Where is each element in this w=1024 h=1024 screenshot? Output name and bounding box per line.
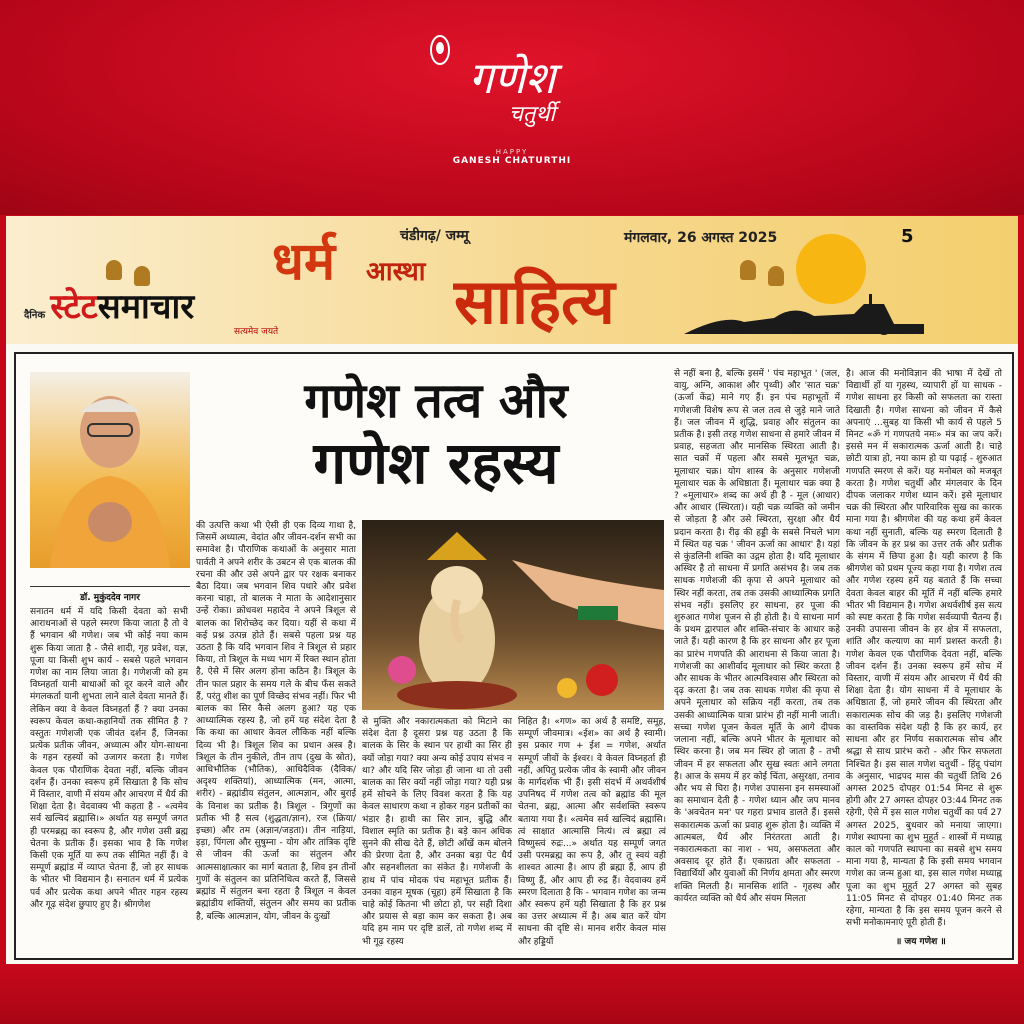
article-column-text: से नहीं बना है, बल्कि इसमें ' पंच महाभूत ' (जल, वायु, अग्नि, आकाश और पृथ्वी) और 'सात चक्र' (ऊर्जा केंद्र) माने गए हैं। इन पंच महाभूतों में गणेशजी विशेष रूप से जल तत्व से जुड़े माने जाते हैं। जल जीवन में शुद्धि, प्रवाह और संतुलन का प्रतीक है। इसी तरह गणेश साधना से हमारे जीवन में प्रवाह, सहजता और मानसिक स्थिरता आती है। सात चक्रों में पहला और सबसे मूलभूत चक्र, मूलाधार चक्र। योग शास्त्र के अनुसार गणेशजी मूलाधार चक्र के अधिष्ठाता हैं। मूलाधार चक्र क्या है ? «मूलाधार» शब्द का अर्थ ही है - मूल (आधार) और आधार (स्थिरता)। यही चक्र व्यक्ति को जमीन से जोड़ता है और उसे स्थिरता, सुरक्षा और धैर्य प्रदान करता है। रीढ़ की हड्डी के सबसे निचले भाग में स्थित यह चक्र ' जीवन ऊर्जा का आधार' है। यहां से कुंडलिनी शक्ति का उद्गम होता है। यदि मूलाधार अस्थिर है तो साधना में प्रगति असंभव है। जब तक साधक गणेशजी की कृपा से अपने मूलाधार को स्थिर नहीं करता, तब तक उसकी आध्यात्मिक प्रगति संभव नहीं। इसलिए हर साधना, हर पूजा की शुरुआत गणेश पूजन से ही होती है। ये साधना मार्ग के प्रथम द्वारपाल और शक्ति-संचार के आधार कहे जाते हैं। यही कारण है कि हर साधना और हर पूजा का प्रारंभ गणपति की आराधना से किया जाता है। गणेशजी का आशीर्वाद मूलाधार को स्थिर करता है और साधक के भीतर आत्मविश्वास और स्थिरता को दृढ़ करता है। जब तक साधक गणेश की कृपा से अपने मूलाधार को सक्रिय नहीं करता, तब तक उसकी आध्यात्मिक यात्रा प्रारंभ ही नहीं मानी जाती। सच्चा गणेश पूजन केवल मूर्ति के आगे दीपक जलाना नहीं, बल्कि अपने भीतर के मूलाधार को स्थिर करना है। जब मन स्थिर हो जाता है - तभी जीवन में हर सफलता और सुख स्वतः आने लगता है। आज के समय में हर कोई चिंता, असुरक्षा, तनाव और भय से घिरा है। गणेश उपासना इन समस्याओं का समाधान देती है - गणेश ध्यान और जप मानव के 'अवचेतन मन' पर गहरा प्रभाव डालते हैं। इससे सकारात्मक ऊर्जा का प्रवाह शुरू होता है। व्यक्ति में आत्मबल, धैर्य और निरंतरता आती है। नकारात्मकता का नाश - भय, असफलता और अवसाद दूर होते हैं। एकाग्रता और सफलता - विद्यार्थियों और युवाओं की निर्णय क्षमता और स्मरण शक्ति मिलती है। मानसिक शांति - गृहस्थ और कार्यरत व्यक्ति को धैर्य और संयम मिलता (674, 369, 840, 904)
section-sahitya: साहित्य (454, 265, 615, 338)
chariot-illustration (684, 294, 934, 336)
logo-title-sub: चतुर्थी (508, 102, 556, 127)
article-column-text: से मुक्ति और नकारात्मकता को मिटाने का संदेश देता है दूसरा प्रश्न यह उठता है कि बालक के सिर के स्थान पर हाथी का सिर ही क्यों जोड़ा गया? क्या अन्य कोई उपाय संभव न था? और यदि सिर जोड़ा ही जाना था तो उसी बालक का सिर क्यों नहीं जोड़ा गया? यही प्रश्न हमें सोचने के लिए विवश करता है कि यह केवल साधारण कथा न होकर गहन प्रतीकों का भंडार है। हाथी का सिर ज्ञान, बुद्धि और विशाल स्मृति का प्रतीक है। बड़े कान अधिक सुनने की सीख देते हैं, छोटी आँखें कम बोलने की प्रेरणा देता है, और उनका बड़ा पेट धैर्य और सहनशीलता का संकेत है। गणेशजी के हाथ में पांच मोदक पंच महाभूत प्रतीक हैं। उनका वाहन मूषक (चूहा) हमें सिखाता है कि चाहे कोई कितना भी छोटा हो, पर सही दिशा और प्रयास से बड़ा काम कर सकता है। अब यदि हम नाम पर दृष्टि डालें, तो गणेश शब्द में भी गूढ़ रहस्य (362, 717, 512, 947)
logo-english-text: GANESH CHATURTHI (452, 156, 572, 166)
logo-title-main: गणेश (468, 53, 556, 104)
edition-date: मंगलवार, 26 अगस्त 2025 (624, 230, 778, 246)
author-portrait-illustration (30, 372, 190, 568)
footer-band (0, 964, 1024, 1024)
newspaper-page (6, 216, 1018, 964)
feature-article (14, 352, 1014, 960)
ganesh-chaturthi-logo (412, 30, 612, 185)
article-column (518, 716, 666, 948)
author-byline: डॉ. मुकुंददेव नागर (30, 586, 190, 603)
brand-name-red: स्टेट (50, 287, 98, 327)
article-column (846, 368, 1002, 930)
section-banner (6, 216, 1018, 344)
ganesh-idol-photo (362, 520, 664, 710)
edition-city: चंडीगढ़/ जम्मू (400, 228, 469, 244)
peacock-feather-icon (420, 30, 460, 70)
article-column-text: सनातन धर्म में यदि किसी देवता को सभी आराधनाओं से पहले स्मरण किया जाता है तो वे हैं भगवान श्री गणेश। जब भी कोई नया काम शुरू किया जाता है - जैसे शादी, गृह प्रवेश, यज्ञ, पूजा या किसी शुभ कार्य - सबसे पहले भगवान गणेश का नाम लिया जाता है। गणेशजी को हम विघ्नहर्ता यानी बाधाओं को दूर करने वाले और मंगलकर्ता यानी शुभता लाने वाले देवता मानते हैं। लेकिन क्या वे केवल विघ्नहर्ता हैं ? क्या उनका स्वरूप केवल कथा-कहानियों तक सीमित है ? वस्तुतः गणेशजी एक जीवंत दर्शन हैं, जिनका प्रत्येक प्रतीक जीवन, अध्यात्म और योग-साधना के गहन रहस्यों को उजागर करता है। गणेश केवल एक पौराणिक देवता नहीं, बल्कि जीवन दर्शन हैं। उनका स्वरूप हमें सिखाता है कि सोच में विस्तार, वाणी में संयम और आचरण में धैर्य की शिक्षा देता है। वेदवाक्य भी कहता है - «त्वमेव सर्व खल्विदं ब्रह्मासि।» अर्थात यह सम्पूर्ण जगत ही परमब्रह्म का स्वरूप है, और गणेश उसी ब्रह्म चेतना के प्रतीक हैं। इसका भाव है कि गणेश किसी एक मूर्ति या रूप तक सीमित नहीं हैं। वे सम्पूर्ण ब्रह्मांड में व्याप्त चेतना हैं, जो हर साधक के भीतर भी विद्यमान है। सनातन धर्म में प्रत्येक पर्व और प्रत्येक कथा अपने भीतर गहन रहस्य और गूढ़ संदेश छुपाए हुए है। श्रीगणेश (30, 607, 188, 910)
bell-icon (768, 266, 784, 286)
headline-line1: गणेश तत्व और (304, 373, 568, 429)
article-column (30, 606, 188, 948)
logo-happy-text: HAPPY (495, 148, 529, 156)
section-dharm: धर्म (272, 232, 336, 292)
article-column (196, 520, 356, 948)
bell-icon (106, 260, 122, 280)
article-column-text: निहित है। «गण» का अर्थ है समष्टि, समूह, सम्पूर्ण जीवमात्र। «ईश» का अर्थ है स्वामी। इस प्रकार गण + ईश = गणेश, अर्थात सम्पूर्ण जीवों के ईश्वर। वे केवल विघ्नहर्ता ही नहीं, अपितु प्रत्येक जीव के स्वामी और जीवन के मार्गदर्शक भी हैं। इसी संदर्भ में अथर्वशीर्ष उपनिषद में गणेश तत्व को ब्रह्मांड की मूल चेतना, ब्रह्म, आत्मा और सर्वशक्ति स्वरूप बताया गया है। «त्वमेव सर्व खल्विदं ब्रह्मासि। त्वं साक्षात आत्मासि नित्यं। त्वं ब्रह्मा त्वं विष्णुस्त्वं रुद्रः...» अर्थात यह सम्पूर्ण जगत उसी परमब्रह्म का रूप है, और तू स्वयं वही शाश्वत आत्मा है। आप ही ब्रह्मा हैं, आप ही विष्णु हैं, और आप ही रुद्र हैं। वेदवाक्य हमें स्मरण दिलाता है कि - भगवान गणेश का जन्म और स्वरूप हमें यही सिखाता है कि हर प्रश्न का उत्तर अध्यात्म में है। अब बात करें योग साधना की दृष्टि से। मानव शरीर केवल मांस और हड्डियों (518, 717, 666, 947)
section-astha: आस्था (366, 257, 426, 287)
brand-name-black: समाचार (97, 287, 195, 327)
bell-icon (740, 260, 756, 280)
headline-line2: गणेश रहस्य (313, 429, 559, 497)
article-column-text: है। आज की मनोविज्ञान की भाषा में देखें तो विद्यार्थी हों या गृहस्थ, व्यापारी हों या साधक - गणेश साधना हर किसी को सफलता का रास्ता दिखाती है। गणेश साधना को जीवन में कैसे अपनाएं ...सुबह या किसी भी कार्य से पहले 5 मिनट «ॐ गं गणपतये नमः» मंत्र का जप करें। इससे मन में सकारात्मक ऊर्जा आती है। चाहे छोटी यात्रा हो, नया काम हो या पढ़ाई - शुरुआत गणपति स्मरण से करें। यह मनोबल को मजबूत करता है। गणेश चतुर्थी और मंगलवार के दिन दीपक जलाकर गणेश ध्यान करें। इसे मूलाधार चक्र की स्थिरता और पारिवारिक सुख का कारक माना गया है। श्रीगणेश की यह कथा हमें केवल कथा नहीं सुनाती, बल्कि यह स्मरण दिलाती है कि जीवन के हर प्रश्न का उत्तर तर्क और प्रतीक के संगम में छिपा हुआ है। यही कारण है कि श्रीगणेश को प्रथम पूज्य कहा गया है। गणेश तत्व और गणेश रहस्य हमें यह बताते हैं कि सच्चा देवता केवल बाहर की मूर्ति में नहीं बल्कि हमारे भीतर भी विद्यमान है। गणेश अथर्वशीर्ष इस सत्य को स्पष्ट करता है कि गणेश सर्वव्यापी चैतन्य हैं। उनकी उपासना जीवन के हर क्षेत्र में सफलता, शांति और कल्याण का मार्ग प्रशस्त करती है। गणेश केवल एक पौराणिक देवता नहीं, बल्कि जीवन दर्शन हैं। उनका स्वरूप हमें सोच में विस्तार, वाणी में संयम और आचरण में धैर्य की शिक्षा देता है। योग साधना में वे मूलाधार के अधिष्ठाता हैं, जो हमारे जीवन की स्थिरता और सकारात्मक सोच की जड़ है। इसलिए गणेशजी का वास्तविक संदेश यही है कि हर कार्य, हर साधना और हर निर्णय सकारात्मक सोच और श्रद्धा से साथ प्रारंभ करो - और फिर सफलता निश्चित है। इस साल गणेश चतुर्थी - हिंदू पंचांग के अनुसार, भाद्रपद मास की चतुर्थी तिथि 26 अगस्त 2025 दोपहर 01:54 मिनट से शुरू होगी और 27 अगस्त दोपहर 03:44 मिनट तक रहेगी, ऐसे में इस साल गणेश चतुर्थी का पर्व 27 अगस्त 2025, बुधवार को मनाया जाएगा। गणेश स्थापना का शुभ मुहूर्त - शास्त्रों में मध्याह्न काल को गणपति स्थापना का सबसे शुभ समय माना गया है, मान्यता है कि इसी समय भगवान गणेश का जन्म हुआ था, इस साल गणेश मध्याह्न पूजा का शुभ मुहूर्त 27 अगस्त को सुबह 11:05 मिनट से दोपहर 01:40 मिनट तक रहेगा, मान्यता है कि इस समय पूजन करने से सभी मनोकामनाएं पूरी होती हैं। (846, 369, 1002, 929)
festival-header (0, 0, 1024, 215)
brand-prefix: दैनिक (24, 310, 46, 321)
ganesh-idol-illustration (362, 520, 664, 710)
newspaper-brand (24, 282, 278, 337)
page-number: 5 (901, 226, 914, 247)
article-headline (226, 372, 646, 496)
article-signoff: ॥ जय गणेश ॥ (896, 937, 946, 947)
brand-tagline: सत्यमेव जयते (234, 327, 279, 337)
article-column (674, 368, 840, 948)
article-column (362, 716, 512, 948)
author-photo (30, 372, 190, 568)
article-column-text: की उत्पत्ति कथा भी ऐसी ही एक दिव्य गाथा है, जिसमें अध्यात्म, वेदांत और जीवन-दर्शन सभी का समावेश है। पौराणिक कथाओं के अनुसार माता पार्वती ने अपने शरीर के उबटन से एक बालक की रचना की और उसे अपने द्वार पर रक्षक बनाकर बैठा दिया। जब भगवान शिव पधारे और प्रवेश करना चाहा, तो बालक ने माता के आदेशानुसार उन्हें रोका। क्रोधवश महादेव ने अपने त्रिशूल से बालक का शिरोच्छेद कर दिया। यहीं से कथा में कई प्रश्न उत्पन्न होते हैं। सबसे पहला प्रश्न यह उठता है कि यदि भगवान शिव ने त्रिशूल से प्रहार किया, तो त्रिशूल के मध्य भाग में रिक्त स्थान होता है, ऐसे में सिर अलग होना कठिन है। त्रिशूल के तीन फाल प्रहार के समय गले के बीच फँस सकते हैं, परंतु शीश का पूर्ण विच्छेद संभव नहीं। फिर भी बालक का सिर कैसे अलग हुआ? यह एक आध्यात्मिक रहस्य है, जो हमें यह संदेश देता है कि कथा का आधार केवल लौकिक नहीं बल्कि दिव्य भी है। त्रिशूल शिव का प्रधान अस्त्र है। त्रिशूल के तीन नुकीले, तीन ताप (दुख के स्रोत), आधिभौतिक (भौतिक), आधिदैविक (दैविक/अदृश्य शक्तियां), आध्यात्मिक (मन, आत्मा, शरीर) - ब्रह्मांडीय संतुलन, आत्मज्ञान, और बुराई के विनाश का प्रतीक है। त्रिशूल - त्रिगुणों का प्रतीक भी है सत्व (शुद्धता/ज्ञान), रज (क्रिया/इच्छा) और तम (अज्ञान/जड़ता)। तीन नाड़ियां, इड़ा, पिंगला और सुषुम्ना - योग और तांत्रिक दृष्टि से जीवन की ऊर्जा का संतुलन और आत्मसाक्षात्कार का मार्ग बताता है, शिव इन तीनों गुणों के संतुलन का प्रतिनिधित्व करते हैं, जिससे ब्रह्मांड में संतुलन बना रहता है त्रिशूल न केवल ब्रह्मांडीय शक्तियों, संतुलन और समय का प्रतीक है, बल्कि आत्मज्ञान, योग, जीवन के दुःखों (196, 521, 356, 922)
